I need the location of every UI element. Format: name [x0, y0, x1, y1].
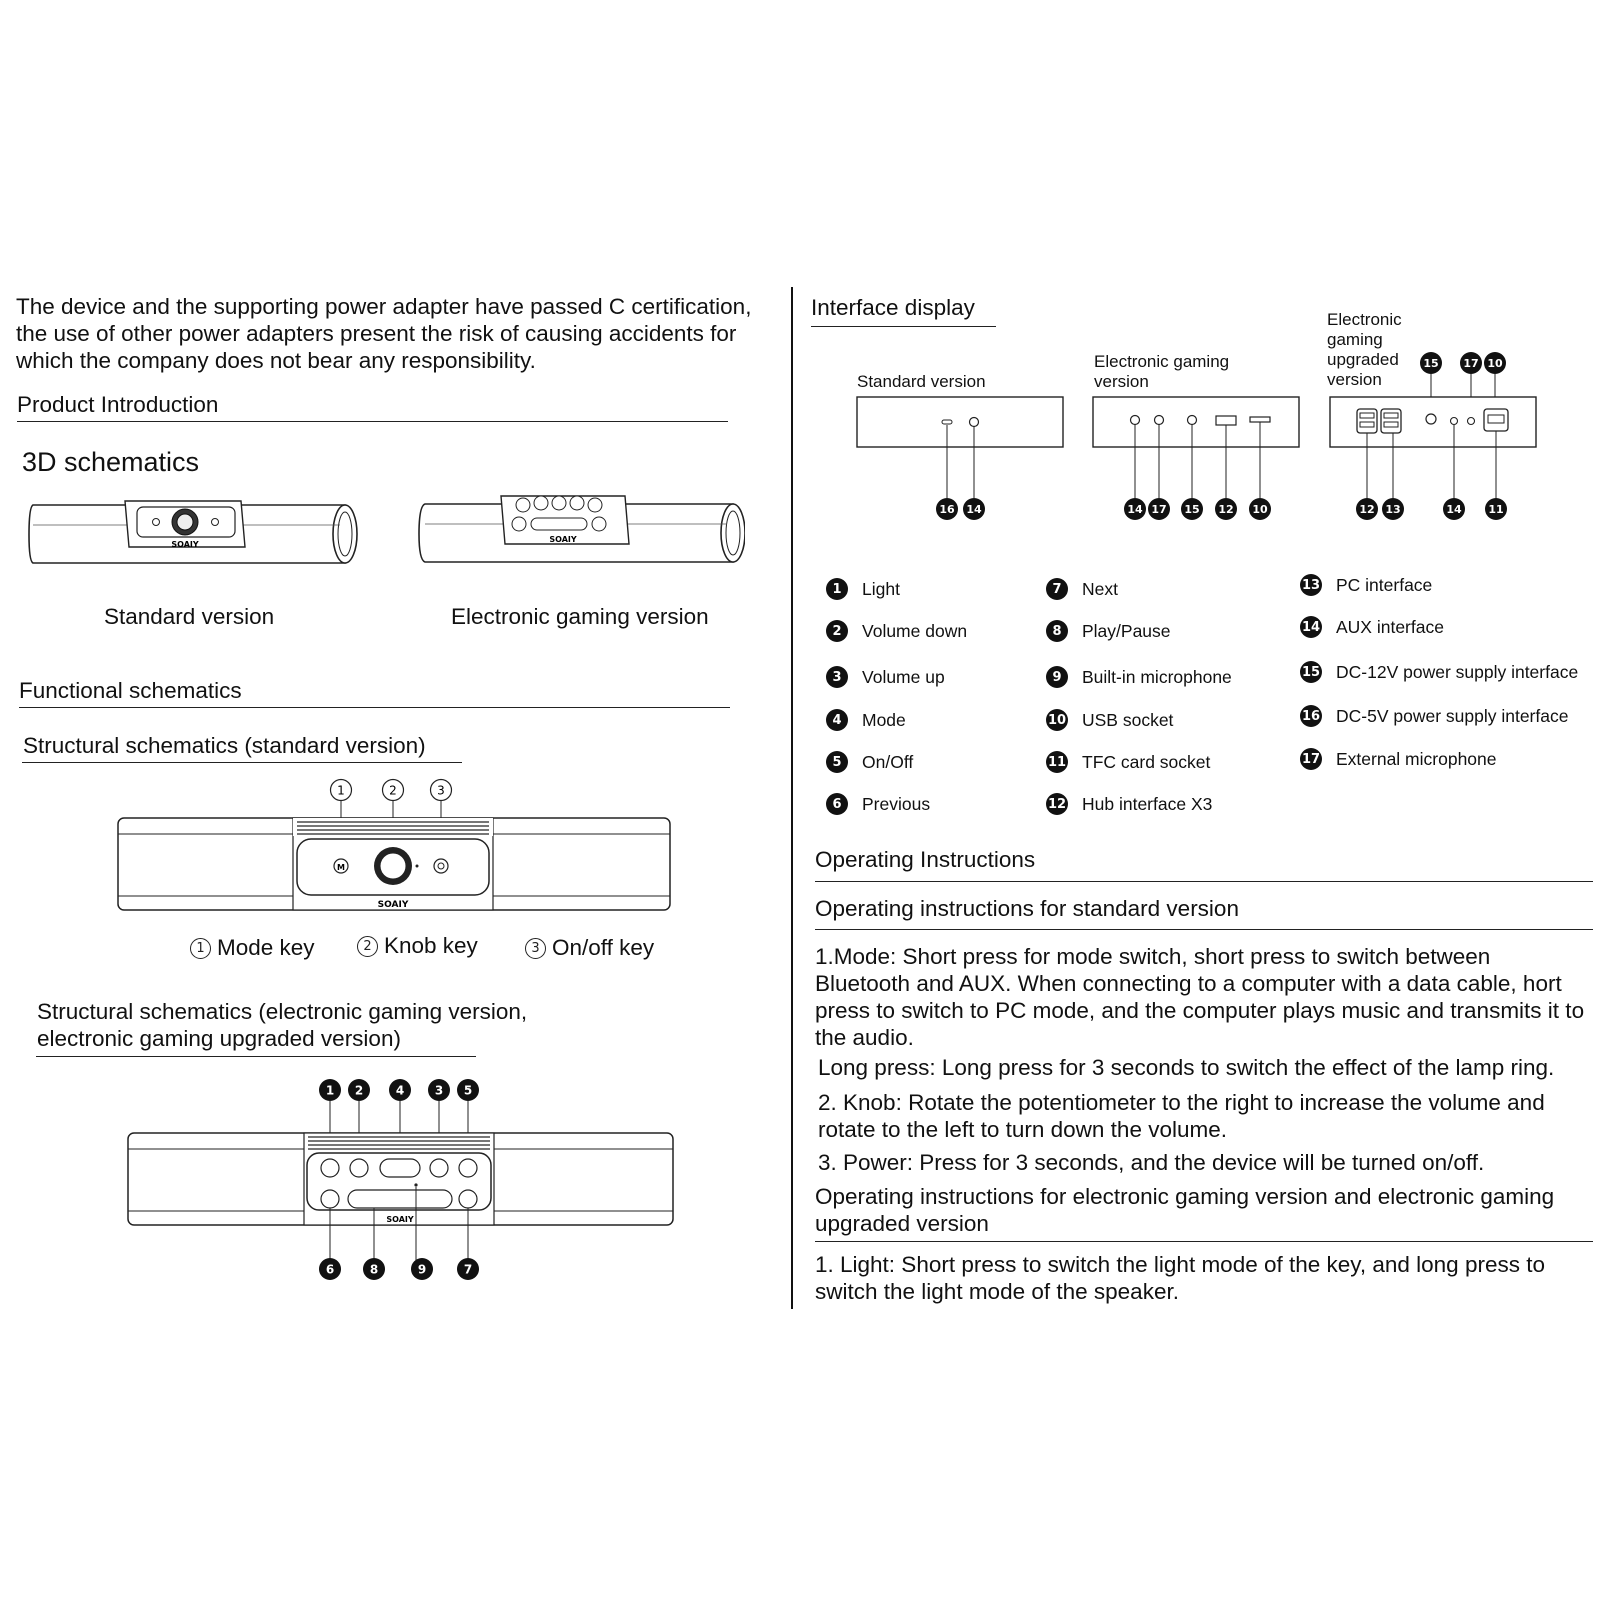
legend-number: 17 [1300, 748, 1322, 770]
heading-underline [36, 1056, 476, 1057]
legend-label: USB socket [1082, 709, 1174, 730]
heading-underline [17, 421, 728, 422]
brand-mark-3d-standard: SOAIY [171, 540, 199, 549]
op-gaming-heading: Operating instructions for electronic gaming version and electronic gaming upgraded version [815, 1184, 1555, 1236]
legend-item [826, 578, 900, 600]
legend-item [826, 793, 930, 815]
op-standard-knob-text: 2. Knob: Rotate the potentiometer to the right to increase the volume and rotate to the left to turn down the volume. [818, 1090, 1545, 1142]
key-label: Mode key [217, 935, 315, 960]
callout-number: 12 [1218, 503, 1234, 516]
legend-item [1300, 748, 1497, 770]
op-gaming-light-text: 1. Light: Short press to switch the light mode of the key, and long press to switch the light mode of the speaker. [815, 1252, 1545, 1304]
legend-label: External microphone [1336, 748, 1497, 769]
legend-item [826, 666, 945, 688]
key-caption-mode [190, 935, 315, 961]
legend-label: Play/Pause [1082, 620, 1171, 641]
legend-number: 8 [1046, 620, 1068, 642]
legend-label: PC interface [1336, 574, 1433, 595]
callout-number: 13 [1385, 503, 1401, 516]
functional-schematics-heading: Functional schematics [19, 678, 242, 703]
op-standard-mode-text: 1.Mode: Short press for mode switch, short press to switch between Bluetooth and AUX. When connecting to a computer with a data cable, hort press to switch to PC mode, and the computer plays music and transmits it to the audio. [815, 944, 1585, 1050]
structural-gaming-diagram [120, 1077, 685, 1287]
legend-label: On/Off [862, 751, 914, 772]
legend-number: 7 [1046, 578, 1068, 600]
callout-number: 14 [966, 503, 982, 516]
callout-number: 16 [939, 503, 955, 516]
callout-number: 10 [1487, 357, 1503, 370]
product-introduction-heading: Product Introduction [17, 392, 219, 417]
callout-number: 4 [395, 1083, 405, 1098]
legend-number: 4 [826, 709, 848, 731]
legend-number: 12 [1046, 793, 1068, 815]
callout-number: 11 [1488, 503, 1504, 516]
callout-number: 6 [325, 1262, 335, 1277]
structural-standard-heading: Structural schematics (standard version) [23, 733, 426, 758]
legend-number: 6 [826, 793, 848, 815]
legend-number: 9 [1046, 666, 1068, 688]
structural-gaming-heading: Structural schematics (electronic gaming version, electronic gaming upgraded version) [37, 999, 528, 1051]
operating-instructions-heading: Operating Instructions [815, 847, 1036, 872]
legend-label: AUX interface [1336, 616, 1444, 637]
legend-label: Next [1082, 578, 1118, 599]
svg-text:M: M [337, 863, 345, 872]
key-number: 1 [190, 938, 211, 959]
op-standard-power-text: 3. Power: Press for 3 seconds, and the device will be turned on/off. [818, 1150, 1485, 1175]
callout-number: 9 [417, 1262, 427, 1277]
legend-number: 10 [1046, 709, 1068, 731]
key-caption-onoff [525, 935, 654, 961]
interface-panel-upgraded [1322, 345, 1544, 525]
callout-number: 1 [337, 783, 345, 798]
speaker-3d-gaming-image [415, 490, 745, 575]
callout-number: 3 [434, 1083, 444, 1098]
legend-item [1046, 709, 1173, 731]
legend-item [1300, 661, 1578, 683]
interface-panel-gaming [1088, 395, 1304, 525]
key-number: 2 [357, 936, 378, 957]
legend-label: Volume up [862, 666, 945, 687]
panel-gaming-label: Electronic gaming version [1094, 352, 1230, 391]
heading-underline [811, 326, 996, 327]
legend-label: Built-in microphone [1082, 666, 1232, 687]
panel-upgraded-label: Electronic gaming upgraded version [1327, 310, 1402, 389]
legend-label: Mode [862, 709, 906, 730]
legend-number: 13 [1300, 574, 1322, 596]
legend-label: TFC card socket [1082, 751, 1211, 772]
legend-number: 3 [826, 666, 848, 688]
legend-number: 15 [1300, 661, 1322, 683]
op-standard-long-press-text: Long press: Long press for 3 seconds to switch the effect of the lamp ring. [818, 1055, 1555, 1080]
heading-underline [815, 881, 1593, 882]
callout-number: 12 [1359, 503, 1375, 516]
callout-number: 3 [437, 783, 445, 798]
legend-label: Volume down [862, 620, 968, 641]
callout-number: 8 [369, 1262, 379, 1277]
legend-number: 16 [1300, 705, 1322, 727]
callout-number: 15 [1184, 503, 1200, 516]
key-caption-knob [357, 933, 478, 959]
panel-standard-label: Standard version [857, 372, 986, 391]
callout-number: 1 [325, 1083, 335, 1098]
callout-number: 10 [1252, 503, 1268, 516]
legend-label: Hub interface X3 [1082, 793, 1213, 814]
legend-number: 1 [826, 578, 848, 600]
key-label: On/off key [552, 935, 655, 960]
heading-underline [815, 929, 1593, 930]
legend-item [1046, 751, 1210, 773]
callout-number: 17 [1151, 503, 1167, 516]
heading-underline [19, 707, 730, 708]
interface-display-heading: Interface display [811, 295, 975, 320]
brand-mark-structural-gaming: SOAIY [386, 1215, 414, 1224]
callout-number: 15 [1423, 357, 1439, 370]
legend-item [1046, 578, 1118, 600]
callout-number: 14 [1446, 503, 1462, 516]
speaker-3d-standard-image [25, 495, 360, 575]
key-label: Knob key [384, 933, 478, 958]
legend-number: 14 [1300, 616, 1322, 638]
legend-item [1300, 616, 1444, 638]
schematics-3d-heading: 3D schematics [22, 447, 200, 477]
legend-label: DC-12V power supply interface [1336, 661, 1579, 682]
legend-number: 5 [826, 751, 848, 773]
legend-item [826, 620, 967, 642]
legend-item [1046, 793, 1212, 815]
callout-number: 17 [1463, 357, 1479, 370]
callout-number: 14 [1127, 503, 1143, 516]
column-divider [791, 287, 793, 1309]
key-number: 3 [525, 938, 546, 959]
brand-mark-3d-gaming: SOAIY [549, 535, 577, 544]
legend-item [826, 751, 913, 773]
legend-item [1300, 574, 1432, 596]
callout-number: 2 [354, 1083, 364, 1098]
legend-item [1046, 620, 1171, 642]
op-standard-heading: Operating instructions for standard version [815, 896, 1239, 921]
legend-number: 11 [1046, 751, 1068, 773]
legend-item [1046, 666, 1232, 688]
standard-version-caption: Standard version [104, 604, 275, 629]
brand-mark-structural-standard: SOAIY [377, 900, 409, 910]
legend-label: Previous [862, 793, 931, 814]
legend-label: Light [862, 578, 900, 599]
intro-warning-text: The device and the supporting power adapter have passed C certification, the use of other power adapters present the risk of causing accidents for which the company does not bear any responsibility. [16, 294, 752, 373]
legend-label: DC-5V power supply interface [1336, 705, 1569, 726]
legend-item [1300, 705, 1568, 727]
callout-number: 7 [463, 1262, 473, 1277]
heading-underline [815, 1241, 1593, 1242]
legend-number: 2 [826, 620, 848, 642]
gaming-version-caption: Electronic gaming version [451, 604, 709, 629]
structural-standard-diagram [115, 775, 675, 925]
interface-panel-standard [852, 395, 1068, 525]
callout-number: 2 [389, 783, 397, 798]
heading-underline [22, 762, 462, 763]
callout-number: 5 [463, 1083, 473, 1098]
legend-item [826, 709, 906, 731]
